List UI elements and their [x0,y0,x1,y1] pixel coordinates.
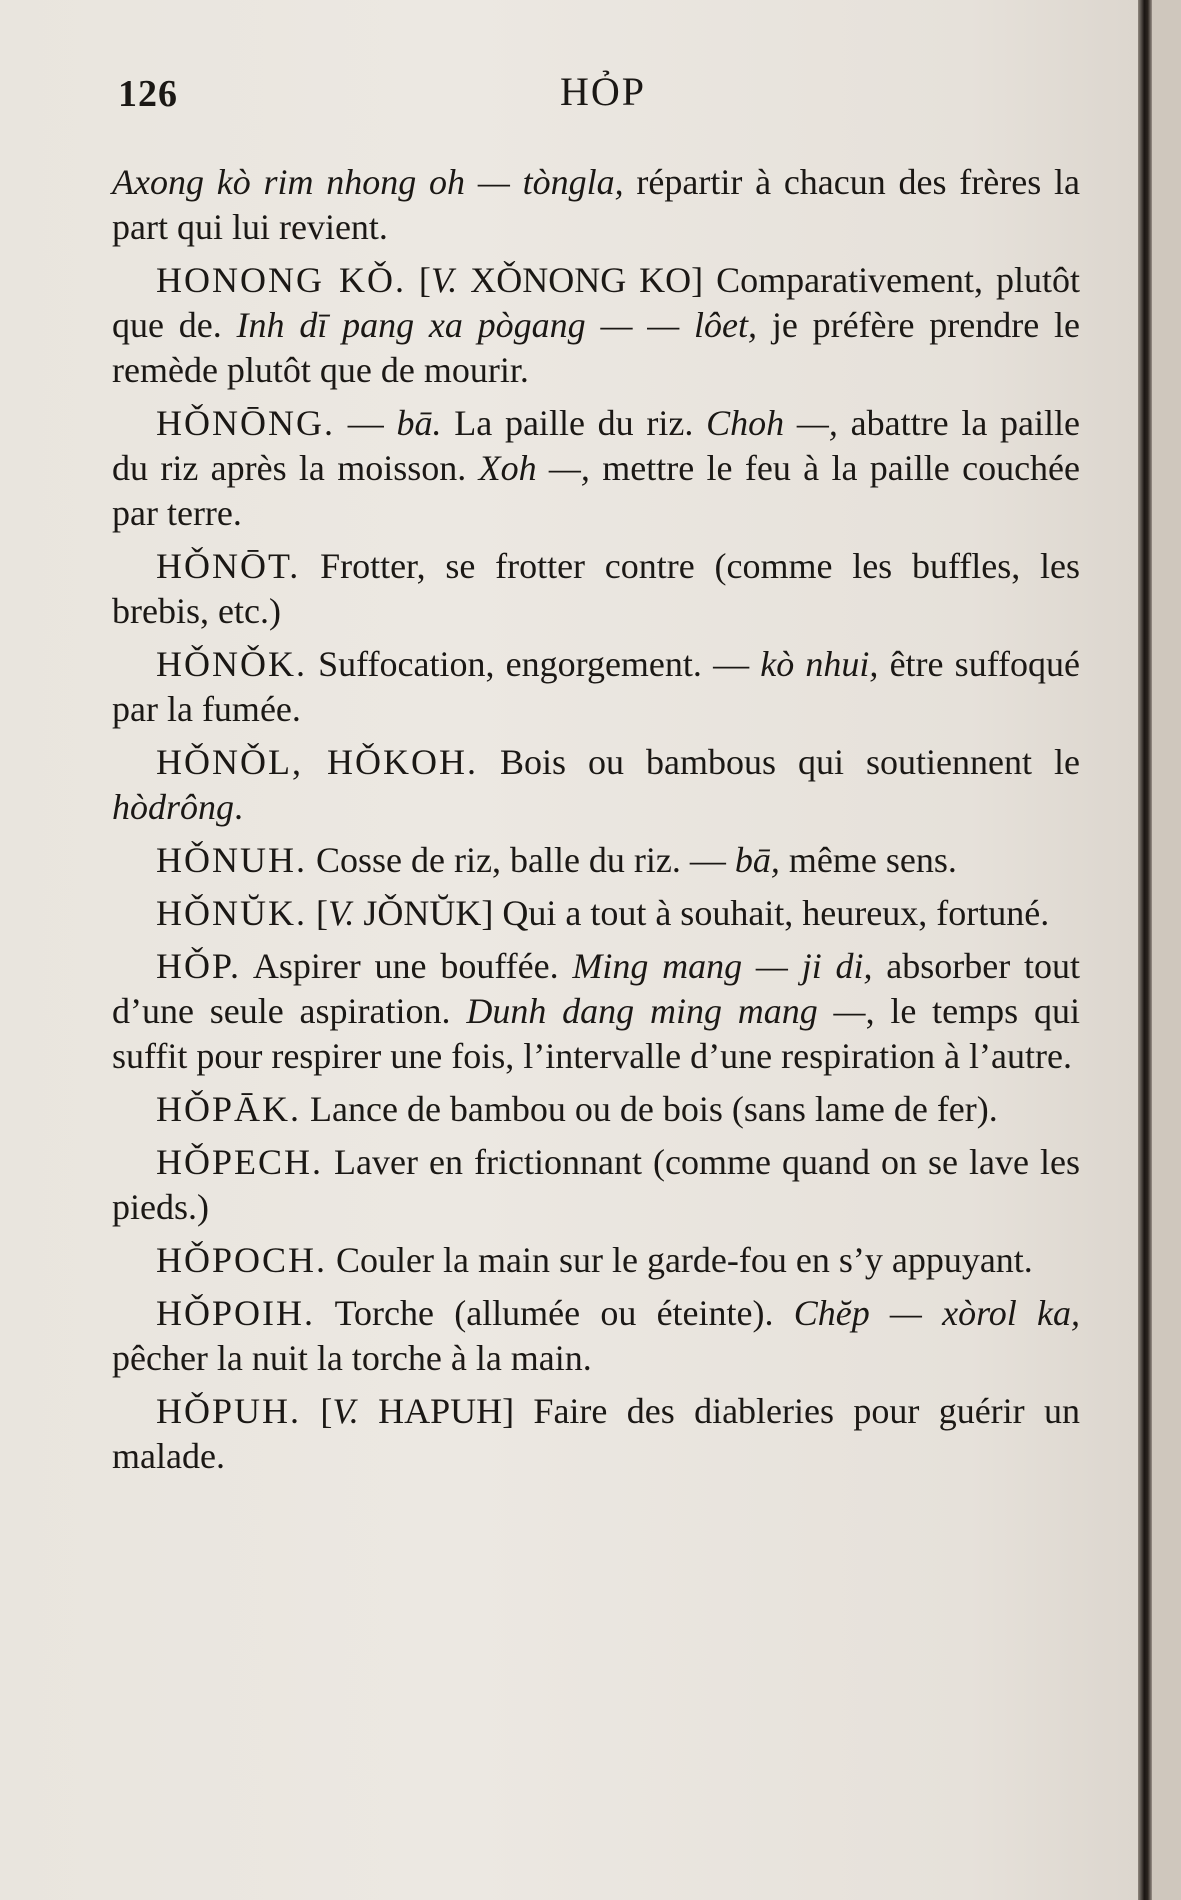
entry-italic-text: Inh dī pang xa pògang — — lôet, [236,305,758,345]
entry-italic-text: V. [430,260,458,300]
dictionary-entry [112,740,1080,830]
entry-text: Torche (allumée ou éteinte). [315,1293,794,1333]
entry-italic-text: V. [332,1391,359,1431]
entry-text: Couler la main sur le garde-fou en s’y appuyant. [327,1240,1033,1280]
entry-italic-text: hòdrông [112,787,235,827]
dictionary-entries [112,160,1080,1487]
entry-headword: HǑPOIH. [156,1293,316,1333]
dictionary-entry [112,944,1080,1079]
dictionary-entry [112,1238,1080,1283]
entry-italic-text: Dunh dang ming mang — [466,991,866,1031]
entry-text: je préfère prendre le remède plutôt que de mourir. [112,305,1080,390]
entry-headword: HǑPUH. [156,1391,302,1431]
entry-text: [ [307,893,328,933]
entry-headword: HǑNǑL, HǑKOH. [156,742,478,782]
entry-text: . [234,787,244,827]
entry-headword: HǑNŬK. [156,893,307,933]
dictionary-entry [112,258,1080,393]
dictionary-entry [112,891,1080,936]
entry-text: Frotter, se frotter contre (comme les buffles, les brebis, etc.) [112,546,1080,631]
entry-headword: HONONG KǑ. [156,260,406,300]
entry-text: même sens. [779,840,957,880]
adjacent-page-edge [1152,0,1181,1900]
entry-text: La paille du riz. [441,403,707,443]
entry-italic-text: V. [328,893,355,933]
dictionary-entry [112,1140,1080,1230]
dictionary-entry [112,401,1080,536]
entry-text: être suffoqué par la fumée. [112,644,1080,729]
entry-headword: HǑNUH. [156,840,307,880]
dictionary-entry [112,1389,1080,1479]
entry-text: répartir à chacun des frères la part qui lui revient. [112,162,1080,247]
entry-text: pêcher la nuit la torche à la main. [112,1338,592,1378]
entry-text: XǑNONG KO] Comparativement, plutôt que de. [112,260,1081,345]
entry-italic-text: Chĕp — xòrol ka, [793,1293,1080,1333]
running-head [0,60,1140,120]
entry-italic-text: bā, [734,840,780,880]
entry-text: Bois ou bambous qui soutiennent le [477,742,1080,782]
entry-headword: HǑPĀK. [156,1089,302,1129]
entry-headword: HǑPECH. [156,1142,324,1182]
entry-italic-text: Ming mang — ji di, [572,946,873,986]
dictionary-entry [112,642,1080,732]
entry-text: [ [301,1391,333,1431]
dictionary-entry [112,1291,1080,1381]
entry-text: absorber tout d’une seule aspiration. [112,946,1080,1031]
entry-text: HAPUH] Faire des diableries pour guérir un malade. [112,1391,1080,1476]
entry-italic-text: bā. [396,403,442,443]
entry-text: Laver en frictionnant (comme quand on se lave les pieds.) [112,1142,1080,1227]
entry-continuation [112,160,1080,250]
entry-italic-text: Xoh —, [478,448,590,488]
entry-italic-text: Axong kò rim nhong oh — tòngla, [112,162,624,202]
entry-headword: HǑNŌNG. [156,403,335,443]
entry-text: — [335,403,397,443]
entry-text: abattre la paille du riz après la moisson. [112,403,1081,488]
entry-text: mettre le feu à la paille couchée par terre. [112,448,1081,533]
dictionary-entry [112,1087,1080,1132]
entry-headword: HǑPOCH. [156,1240,328,1280]
dictionary-entry [112,544,1080,634]
entry-text: Cosse de riz, balle du riz. — [307,840,735,880]
running-head-word: HỎP [560,69,647,114]
dictionary-entry [112,838,1080,883]
entry-italic-text: kò nhui, [760,644,879,684]
entry-text: Lance de bambou ou de bois (sans lame de fer). [301,1089,998,1129]
page-number: 126 [118,73,178,115]
entry-text: Aspirer une bouffée. [241,946,573,986]
entry-text: , le temps qui suffit pour respirer une fois, l’intervalle d’une respiration à l’autre. [112,991,1080,1076]
entry-text: [ [405,260,431,300]
book-binding-shadow [1138,0,1152,1900]
entry-text: JǑNŬK] Qui a tout à souhait, heureux, fortuné. [354,893,1050,933]
entry-headword: HǑNŌT. [156,546,301,586]
entry-text: Suffocation, engorgement. — [307,644,761,684]
entry-italic-text: Choh —, [706,403,838,443]
entry-headword: HǑP. [156,946,242,986]
entry-headword: HǑNǑK. [156,644,307,684]
